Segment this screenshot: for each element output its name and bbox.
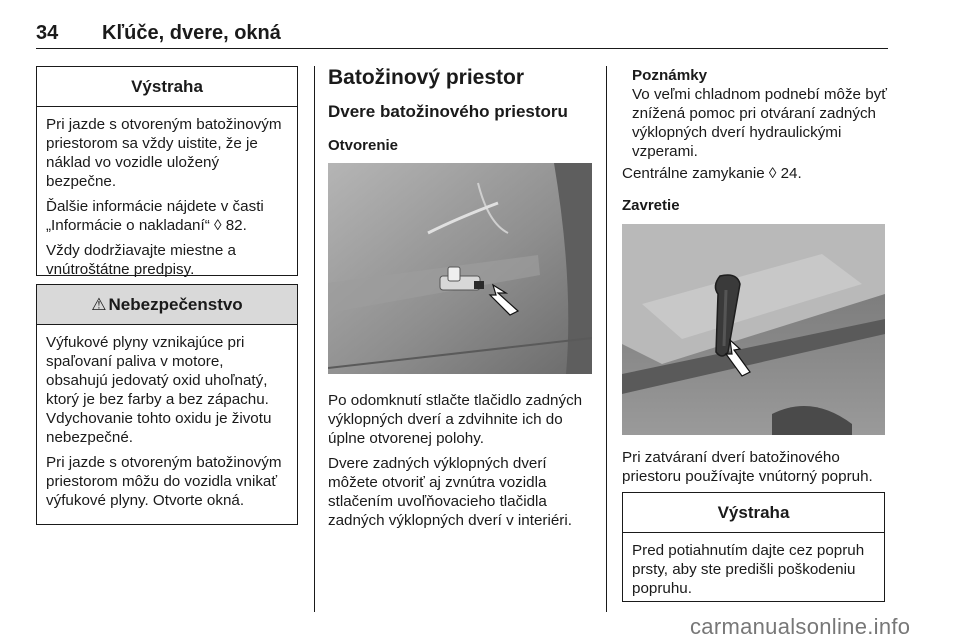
header-rule <box>36 48 888 49</box>
warning-right-paragraph: Pred potiahnutím dajte cez popruh prsty, aby ste predišli poškodeniu popruhu. <box>632 542 865 597</box>
warning-paragraph: Pri jazde s otvoreným batožinovým priestorom sa vždy uistite, že je náklad vo vozidle uložený bezpečne. <box>46 116 282 190</box>
subsection-title: Dvere batožinového priestoru <box>328 102 568 121</box>
note-block <box>632 66 890 161</box>
warning-box-right-body <box>623 533 884 598</box>
warning-box-right-title: Výstraha <box>623 493 884 533</box>
danger-box-title: Nebezpečenstvo <box>108 294 243 314</box>
note-text: Vo veľmi chladnom podnebí môže byť znížená pomoc pri otváraní zadných výklopných dverí hydraulickými vzperami. <box>632 86 887 160</box>
danger-box-header <box>37 285 297 325</box>
opening-paragraph: Dvere zadných výklopných dverí môžete otvoriť aj zvnútra vozidla stlačením uvoľňovacieho tlačidla zadných výklopných dverí v interiéri. <box>328 455 572 529</box>
opening-heading: Otvorenie <box>328 137 399 154</box>
danger-paragraph: Pri jazde s otvoreným batožinovým priestorom môžu do vozidla vnikať výfukové plyny. Otvorte okná. <box>46 454 282 509</box>
warning-box-body <box>37 107 297 279</box>
tailgate-strap-illustration <box>622 224 885 435</box>
warning-paragraph: Ďalšie informácie nájdete v časti „Informácie o nakladaní“ ◊ 82. <box>46 198 264 234</box>
tailgate-exterior-photo <box>328 163 592 374</box>
danger-paragraph: Výfukové plyny vznikajúce pri spaľovaní paliva v motore, obsahujú jedovatý oxid uhoľnatý, ktorý je bez farby a bez zápachu. Vdychovanie tohto oxidu je životu nebezpečné. <box>46 334 272 446</box>
danger-box-body <box>37 325 297 510</box>
watermark-text: carmanualsonline.info <box>690 614 911 639</box>
column-divider-right <box>606 66 607 612</box>
warning-box-title: Výstraha <box>37 67 297 107</box>
column-divider-left <box>314 66 315 612</box>
tailgate-exterior-illustration <box>328 163 592 374</box>
central-locking-ref: Centrálne zamykanie ◊ 24. <box>622 165 802 182</box>
danger-box <box>36 284 298 525</box>
warning-triangle-icon: ⚠ <box>91 294 107 314</box>
warning-paragraph: Vždy dodržiavajte miestne a vnútroštátne predpisy. <box>46 242 236 278</box>
opening-text <box>328 391 600 536</box>
chapter-title: Kľúče, dvere, okná <box>102 22 281 44</box>
opening-paragraph: Po odomknutí stlačte tlačidlo zadných výklopných dverí a zdvihnite ich do úplne otvorenej polohy. <box>328 392 583 447</box>
tailgate-interior-photo <box>622 224 885 435</box>
warning-box-right <box>622 492 885 602</box>
warning-box <box>36 66 298 276</box>
page-number: 34 <box>36 22 59 44</box>
closing-text: Pri zatváraní dverí batožinového priestoru používajte vnútorný popruh. <box>622 449 873 485</box>
note-heading: Poznámky <box>632 67 708 84</box>
closing-heading: Zavretie <box>622 197 680 214</box>
section-title: Batožinový priestor <box>328 66 525 89</box>
